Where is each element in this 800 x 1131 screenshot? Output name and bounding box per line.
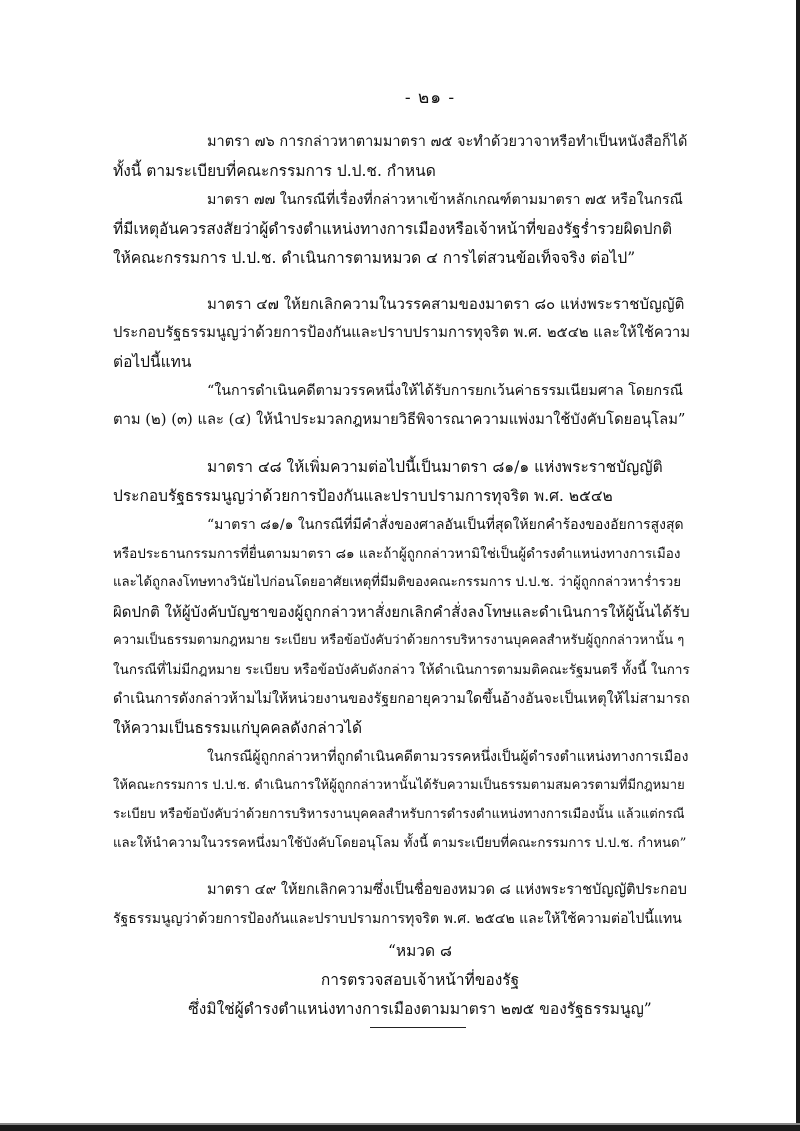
text-line: และให้นำความในวรรคหนึ่งมาใช้บังคับโดยอนุโลม ทั้งนี้ ตามระเบียบที่คณะกรรมการ ป.ป.ช. กำหนด” xyxy=(113,836,687,851)
text-line: มาตรา ๔๗ ให้ยกเลิกความในวรรคสามของมาตรา ๘๐ แห่งพระราชบัญญัติ xyxy=(207,295,685,313)
text-line: ประกอบรัฐธรรมนูญว่าด้วยการป้องกันและปราบปรามการทุจริต พ.ศ. ๒๕๔๒ และให้ใช้ความ xyxy=(113,324,691,341)
text-line: มาตรา ๗๗ ในกรณีที่เรื่องที่กล่าวหาเข้าหลักเกณฑ์ตามมาตรา ๗๕ หรือในกรณี xyxy=(207,192,683,208)
text-line: ที่มีเหตุอันควรสงสัยว่าผู้ดำรงตำแหน่งทางการเมืองหรือเจ้าหน้าที่ของรัฐร่ำรวยผิดปกติ xyxy=(113,220,673,238)
text-line: ตาม (๒) (๓) และ (๔) ให้นำประมวลกฎหมายวิธีพิจารณาความแพ่งมาใช้บังคับโดยอนุโลม” xyxy=(113,411,686,428)
page-bottom-edge xyxy=(0,1125,800,1131)
text-line: ให้คณะกรรมการ ป.ป.ช. ดำเนินการตามหมวด ๔ การไต่สวนข้อเท็จจริง ต่อไป” xyxy=(113,249,636,267)
text-line: ในกรณีผู้ถูกกล่าวหาที่ถูกดำเนินคดีตามวรรคหนึ่งเป็นผู้ดำรงตำแหน่งทางการเมือง xyxy=(207,749,689,765)
text-line: ให้ความเป็นธรรมแก่บุคคลดังกล่าวได้ xyxy=(113,719,363,737)
text-line: ผิดปกติ ให้ผู้บังคับบัญชาของผู้ถูกกล่าวหาสั่งยกเลิกคำสั่งลงโทษและดำเนินการให้ผู้นั้นได้รับ xyxy=(113,603,690,621)
end-separator-line xyxy=(370,1027,466,1028)
text-line: “ในการดำเนินคดีตามวรรคหนึ่งให้ได้รับการยกเว้นค่าธรรมเนียมศาล โดยกรณี xyxy=(207,383,683,399)
text-line: ความเป็นธรรมตามกฎหมาย ระเบียบ หรือข้อบังคับว่าด้วยการบริหารงานบุคคลสำหรับผู้ถูกกล่าวหานั้น ๆ xyxy=(113,633,685,648)
chapter-subtitle: ซึ่งมิใช่ผู้ดำรงตำแหน่งทางการเมืองตามมาตรา ๒๗๕ ของรัฐธรรมนูญ” xyxy=(188,1000,652,1018)
text-line: มาตรา ๔๙ ให้ยกเลิกความซึ่งเป็นชื่อของหมวด ๘ แห่งพระราชบัญญัติประกอบ xyxy=(207,882,687,898)
page-right-edge xyxy=(796,0,800,1131)
text-line: มาตรา ๗๖ การกล่าวหาตามมาตรา ๗๕ จะทำด้วยวาจาหรือทำเป็นหนังสือก็ได้ xyxy=(207,134,688,150)
text-line: รัฐธรรมนูญว่าด้วยการป้องกันและปราบปรามการทุจริต พ.ศ. ๒๕๔๒ และให้ใช้ความต่อไปนี้แทน xyxy=(113,911,682,927)
text-line: ระเบียบ หรือข้อบังคับว่าด้วยการบริหารงานบุคคลสำหรับการดำรงตำแหน่งทางการเมืองนั้น แล้วแต่กรณี xyxy=(113,807,685,822)
text-line: ประกอบรัฐธรรมนูญว่าด้วยการป้องกันและปราบปรามการทุจริต พ.ศ. ๒๕๔๒ xyxy=(113,487,613,505)
text-line: ให้คณะกรรมการ ป.ป.ช. ดำเนินการให้ผู้ถูกกล่าวหานั้นได้รับความเป็นธรรมตามสมควรตามที่มีกฎหมาย xyxy=(113,778,685,793)
text-line: ต่อไปนี้แทน xyxy=(113,353,192,371)
text-line: และได้ถูกลงโทษทางวินัยไปก่อนโดยอาศัยเหตุที่มีมติของคณะกรรมการ ป.ป.ช. ว่าผู้ถูกกล่าวหาร่ำรวย xyxy=(113,575,681,590)
chapter-title: การตรวจสอบเจ้าหน้าที่ของรัฐ xyxy=(320,971,520,989)
page-number: - ๒๑ - xyxy=(404,88,456,108)
text-line: ดำเนินการดังกล่าวห้ามไม่ให้หน่วยงานของรัฐยกอายุความใดขึ้นอ้างอันจะเป็นเหตุให้ไม่สามารถ xyxy=(113,691,690,707)
text-line: ในกรณีที่ไม่มีกฎหมาย ระเบียบ หรือข้อบังคับดังกล่าว ให้ดำเนินการตามมติคณะรัฐมนตรี ทั้งนี้ ในการ xyxy=(113,662,690,678)
text-line: ทั้งนี้ ตามระเบียบที่คณะกรรมการ ป.ป.ช. กำหนด xyxy=(113,162,436,180)
chapter-heading: “หมวด ๘ xyxy=(387,942,452,960)
text-line: หรือประธานกรรมการที่ยื่นตามมาตรา ๘๑ และถ้าผู้ถูกกล่าวหามิใช่เป็นผู้ดำรงตำแหน่งทางการเมือง xyxy=(113,546,681,562)
text-line: มาตรา ๔๘ ให้เพิ่มความต่อไปนี้เป็นมาตรา ๘๑/๑ แห่งพระราชบัญญัติ xyxy=(207,458,663,476)
text-line: “มาตรา ๘๑/๑ ในกรณีที่มีคำสั่งของศาลอันเป็นที่สุดให้ยกคำร้องของอัยการสูงสุด xyxy=(207,517,684,533)
